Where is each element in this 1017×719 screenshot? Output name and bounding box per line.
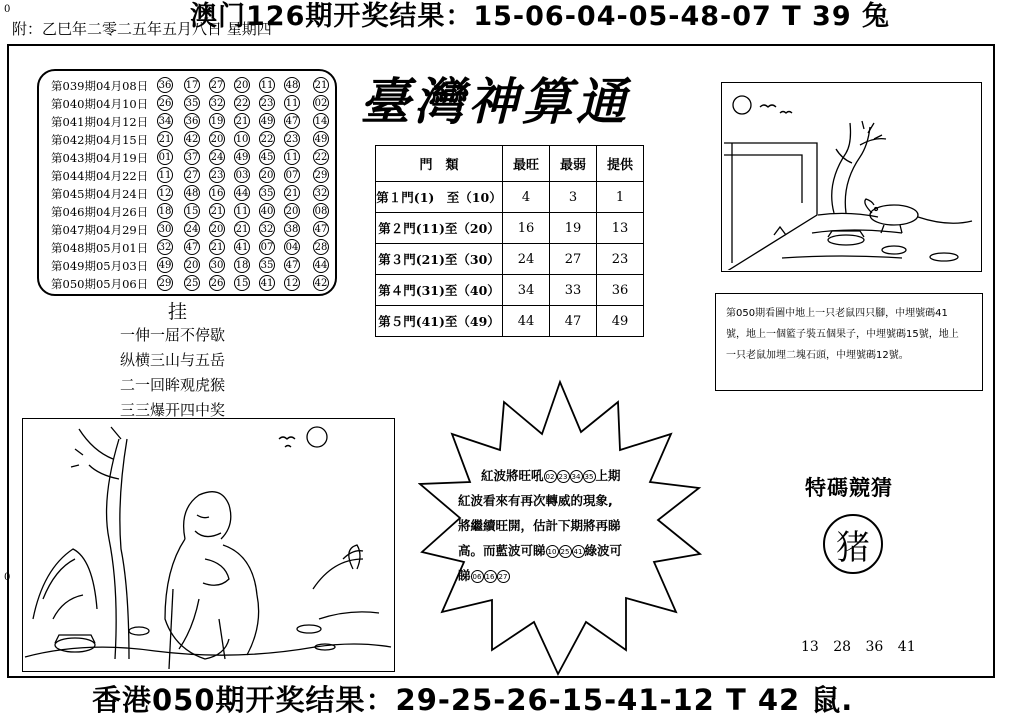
hermit-illustration: [22, 418, 395, 672]
star-number-ball: 10: [546, 545, 559, 558]
star-line-2: 紅波看來有再次轉威的現象,: [458, 493, 613, 508]
header-category: 門 類: [376, 146, 503, 182]
door-label: 第１門(1) 至（10）: [376, 182, 503, 213]
result-number-ball: 11: [234, 203, 250, 219]
result-number-ball: 11: [157, 167, 173, 183]
result-number-ball: 21: [234, 113, 250, 129]
result-number-ball: 29: [313, 167, 329, 183]
result-date-label: 第043期04月19日: [51, 151, 149, 165]
result-number-ball: 21: [313, 77, 329, 93]
result-number-ball: 26: [209, 275, 225, 291]
door-max: 44: [503, 306, 550, 337]
result-number-ball: 21: [209, 203, 225, 219]
result-number-ball: 47: [184, 239, 200, 255]
result-number-ball: 24: [184, 221, 200, 237]
result-number-ball: 44: [313, 257, 329, 273]
door-max: 24: [503, 244, 550, 275]
result-row: [51, 113, 331, 131]
result-number-ball: 21: [157, 131, 173, 147]
main-title: 臺灣神算通: [360, 72, 630, 131]
result-number-ball: 27: [184, 167, 200, 183]
result-row: [51, 221, 331, 239]
result-number-ball: 42: [313, 275, 329, 291]
result-number-ball: 32: [259, 221, 275, 237]
bottom-lottery-result: 香港050期开奖结果：29-25-26-15-41-12 T 42 鼠.: [92, 683, 854, 717]
result-number-ball: 35: [259, 185, 275, 201]
poem-line: 纵横三山与五岳: [120, 351, 226, 369]
result-number-ball: 49: [259, 113, 275, 129]
door-label: 第４門(31)至（40）: [376, 275, 503, 306]
header-max: 最旺: [503, 146, 550, 182]
result-number-ball: 20: [209, 131, 225, 147]
door-give: 36: [597, 275, 644, 306]
result-number-ball: 08: [313, 203, 329, 219]
result-number-ball: 20: [284, 203, 300, 219]
star-number-ball: 34: [570, 470, 583, 483]
result-row: [51, 95, 331, 113]
result-number-ball: 32: [313, 185, 329, 201]
result-number-ball: 07: [259, 239, 275, 255]
result-row: [51, 275, 331, 293]
result-number-ball: 18: [157, 203, 173, 219]
result-date-label: 第044期04月22日: [51, 169, 149, 183]
door-give: 49: [597, 306, 644, 337]
corner-mark: 0: [4, 4, 11, 15]
result-number-ball: 20: [259, 167, 275, 183]
result-number-ball: 40: [259, 203, 275, 219]
result-number-ball: 49: [234, 149, 250, 165]
result-number-ball: 17: [184, 77, 200, 93]
result-number-ball: 22: [313, 149, 329, 165]
result-number-ball: 35: [259, 257, 275, 273]
table-row: [376, 244, 644, 275]
result-number-ball: 47: [284, 257, 300, 273]
result-number-ball: 20: [184, 257, 200, 273]
result-number-ball: 42: [184, 131, 200, 147]
result-number-ball: 12: [284, 275, 300, 291]
door-min: 3: [550, 182, 597, 213]
star-line-3: 將繼續旺開，估計下期將再睇: [458, 518, 621, 533]
special-numbers: 13 28 36 41: [801, 639, 916, 655]
poem-line: 二一回眸观虎猴: [120, 376, 226, 394]
star-line-5: [458, 566, 510, 584]
star-text: 紅波將旺吼: [481, 468, 544, 483]
door-min: 47: [550, 306, 597, 337]
door-min: 19: [550, 213, 597, 244]
table-row: [376, 306, 644, 337]
star-number-group: [546, 543, 585, 558]
door-max: 16: [503, 213, 550, 244]
result-row: [51, 131, 331, 149]
date-line: 附：乙巳年二零二五年五月八日 星期四: [12, 20, 272, 38]
result-number-ball: 11: [284, 149, 300, 165]
table-header-row: [376, 146, 644, 182]
hint-line: 一只老鼠加埋二塊石頭，中埋號碼12號。: [726, 350, 909, 361]
result-number-ball: 20: [234, 77, 250, 93]
result-row: [51, 77, 331, 95]
result-row: [51, 185, 331, 203]
result-row: [51, 239, 331, 257]
result-number-ball: 38: [284, 221, 300, 237]
result-row: [51, 167, 331, 185]
result-number-ball: 12: [157, 185, 173, 201]
result-number-ball: 18: [234, 257, 250, 273]
result-number-ball: 45: [259, 149, 275, 165]
poem-title: 挂: [168, 301, 188, 323]
result-row: [51, 203, 331, 221]
side-mark: 0: [4, 572, 11, 583]
star-number-ball: 35: [583, 470, 596, 483]
star-number-group: [544, 468, 596, 483]
result-date-label: 第045期04月24日: [51, 187, 149, 201]
result-number-ball: 22: [259, 131, 275, 147]
result-number-ball: 10: [234, 131, 250, 147]
door-max: 4: [503, 182, 550, 213]
star-line-1: [481, 466, 621, 484]
result-number-ball: 11: [284, 95, 300, 111]
header-give: 提供: [597, 146, 644, 182]
door-give: 1: [597, 182, 644, 213]
result-date-label: 第050期05月06日: [51, 277, 149, 291]
result-number-ball: 15: [184, 203, 200, 219]
hint-line: 第050期看圖中地上一只老鼠四只腳，中埋號碼41: [726, 308, 948, 319]
result-number-ball: 35: [184, 95, 200, 111]
result-number-ball: 32: [157, 239, 173, 255]
result-number-ball: 21: [284, 185, 300, 201]
door-label: 第５門(41)至（49）: [376, 306, 503, 337]
star-number-ball: 02: [544, 470, 557, 483]
result-number-ball: 44: [234, 185, 250, 201]
result-number-ball: 37: [184, 149, 200, 165]
star-number-ball: 27: [497, 570, 510, 583]
results-history-box: [37, 69, 337, 296]
result-number-ball: 48: [284, 77, 300, 93]
result-number-ball: 23: [259, 95, 275, 111]
result-date-label: 第047期04月29日: [51, 223, 149, 237]
header-min: 最弱: [550, 146, 597, 182]
door-stats-table: [375, 145, 644, 337]
poem-line: 一伸一屈不停歇: [120, 326, 226, 344]
star-number-ball: 41: [572, 545, 585, 558]
result-number-ball: 41: [234, 239, 250, 255]
result-number-ball: 07: [284, 167, 300, 183]
result-number-ball: 22: [234, 95, 250, 111]
result-number-ball: 04: [284, 239, 300, 255]
door-label: 第２門(11)至（20）: [376, 213, 503, 244]
result-number-ball: 30: [157, 221, 173, 237]
star-number-ball: 25: [559, 545, 572, 558]
star-text: 睇: [458, 568, 471, 583]
rat-illustration: [721, 82, 982, 272]
result-number-ball: 48: [184, 185, 200, 201]
result-number-ball: 36: [184, 113, 200, 129]
hint-line: 號，地上一個籃子裝五個果子，中埋號碼15號，地上: [726, 329, 959, 340]
result-date-label: 第046期04月26日: [51, 205, 149, 219]
result-number-ball: 01: [157, 149, 173, 165]
table-row: [376, 182, 644, 213]
result-number-ball: 23: [209, 167, 225, 183]
star-number-group: [471, 568, 510, 583]
door-max: 34: [503, 275, 550, 306]
result-row: [51, 257, 331, 275]
result-number-ball: 19: [209, 113, 225, 129]
door-give: 13: [597, 213, 644, 244]
special-animal: 猪: [823, 514, 883, 574]
result-number-ball: 25: [184, 275, 200, 291]
result-number-ball: 02: [313, 95, 329, 111]
result-number-ball: 49: [313, 131, 329, 147]
result-date-label: 第042期04月15日: [51, 133, 149, 147]
result-number-ball: 30: [209, 257, 225, 273]
door-give: 23: [597, 244, 644, 275]
result-number-ball: 03: [234, 167, 250, 183]
star-line-4: [458, 541, 622, 559]
rat-scene-icon: [722, 83, 980, 270]
top-lottery-result: 澳门126期开奖结果：15-06-04-05-48-07 T 39 兔: [190, 1, 891, 32]
hint-box: [715, 293, 983, 391]
result-number-ball: 29: [157, 275, 173, 291]
star-number-ball: 16: [484, 570, 497, 583]
star-text: 綠波可: [584, 543, 623, 558]
result-number-ball: 15: [234, 275, 250, 291]
result-number-ball: 20: [209, 221, 225, 237]
result-number-ball: 49: [157, 257, 173, 273]
result-number-ball: 41: [259, 275, 275, 291]
result-number-ball: 21: [209, 239, 225, 255]
result-date-label: 第039期04月08日: [51, 79, 149, 93]
result-number-ball: 26: [157, 95, 173, 111]
result-number-ball: 27: [209, 77, 225, 93]
result-date-label: 第049期05月03日: [51, 259, 149, 273]
result-number-ball: 23: [284, 131, 300, 147]
result-number-ball: 14: [313, 113, 329, 129]
door-min: 27: [550, 244, 597, 275]
result-number-ball: 28: [313, 239, 329, 255]
result-number-ball: 36: [157, 77, 173, 93]
star-number-ball: 23: [557, 470, 570, 483]
star-text: 高。而藍波可睇: [458, 543, 546, 558]
door-min: 33: [550, 275, 597, 306]
table-row: [376, 213, 644, 244]
star-number-ball: 06: [471, 570, 484, 583]
special-title: 特碼競猜: [805, 475, 893, 500]
result-number-ball: 16: [209, 185, 225, 201]
hermit-scene-icon: [23, 419, 393, 670]
result-date-label: 第048期05月01日: [51, 241, 149, 255]
poem-line: 三三爆开四中奖: [120, 401, 226, 419]
result-number-ball: 32: [209, 95, 225, 111]
result-number-ball: 21: [234, 221, 250, 237]
result-number-ball: 47: [284, 113, 300, 129]
result-number-ball: 11: [259, 77, 275, 93]
result-number-ball: 34: [157, 113, 173, 129]
result-date-label: 第041期04月12日: [51, 115, 149, 129]
table-row: [376, 275, 644, 306]
result-number-ball: 47: [313, 221, 329, 237]
star-text: 上期: [595, 468, 621, 483]
result-number-ball: 24: [209, 149, 225, 165]
star-burst-panel: [418, 378, 703, 678]
door-label: 第３門(21)至（30）: [376, 244, 503, 275]
result-date-label: 第040期04月10日: [51, 97, 149, 111]
result-row: [51, 149, 331, 167]
